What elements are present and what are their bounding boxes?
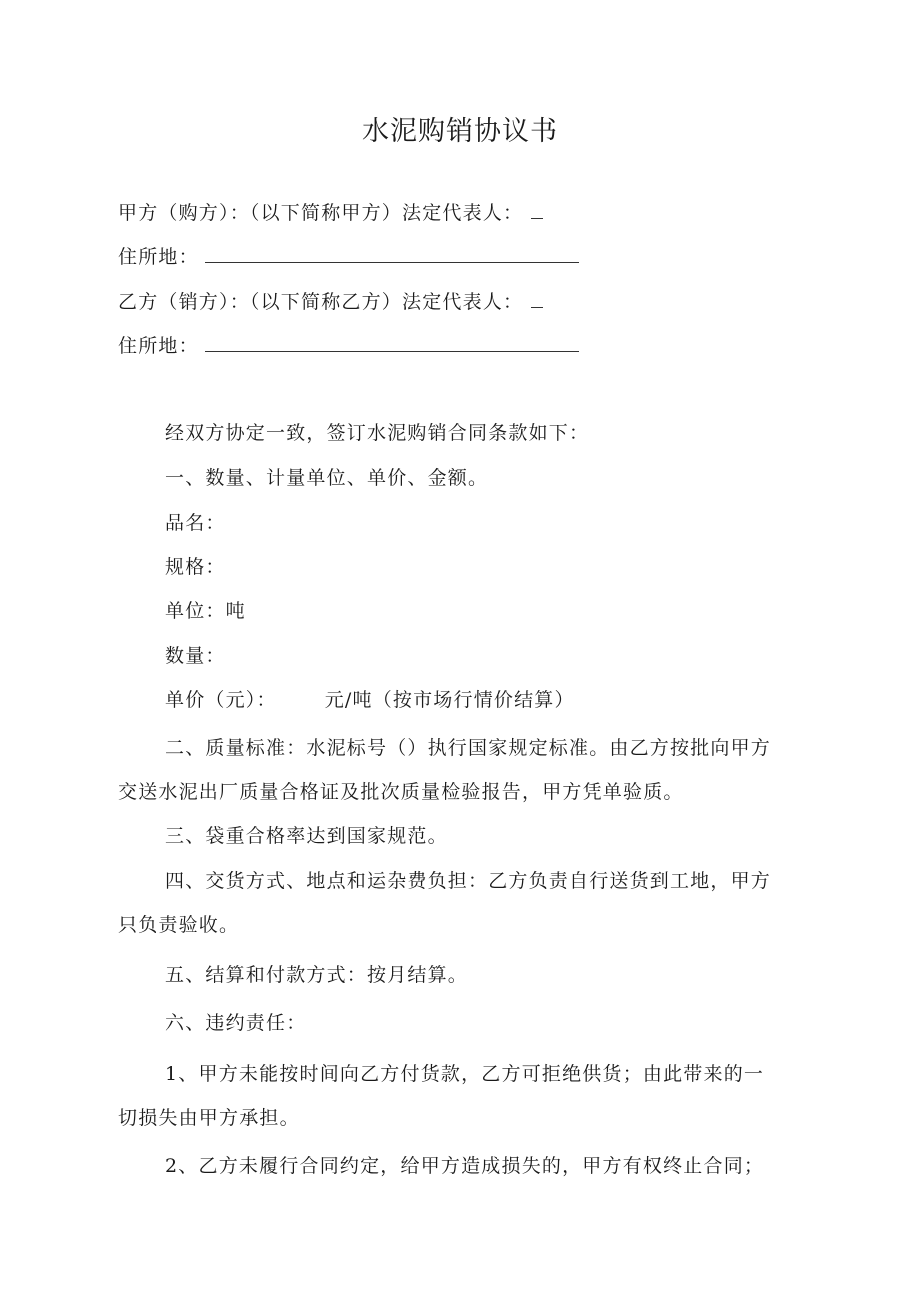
price-field (165, 686, 575, 714)
price-label: 单价（元）： (165, 689, 277, 711)
clause-1-line-2: 切损失由甲方承担。 (118, 1107, 300, 1129)
price-value: 元/吨（按市场行情价结算） (324, 689, 575, 711)
party-a-address-line (118, 242, 579, 271)
clause-1-line-1: 1、甲方未能按时间向乙方付货款，乙方可拒绝供货；由此带来的一 (165, 1063, 765, 1085)
party-a-blank (531, 198, 543, 219)
quantity-field: 数量： (165, 645, 226, 667)
section-5: 五、结算和付款方式：按月结算。 (165, 964, 469, 986)
document-title: 水泥购销协议书 (362, 116, 558, 147)
section-6-heading: 六、违约责任： (165, 1012, 307, 1034)
clause-2-line-1: 2、乙方未履行合同约定，给甲方造成损失的，甲方有权终止合同； (165, 1155, 765, 1177)
party-b-blank (531, 287, 543, 308)
unit-field: 单位：吨 (165, 600, 246, 622)
party-a-address-label: 住所地： (118, 246, 199, 268)
party-b-address-line (118, 331, 579, 360)
party-b-address-blank (205, 331, 579, 352)
section-4-line-1: 四、交货方式、地点和运杂费负担：乙方负责自行送货到工地，甲方 (165, 870, 772, 892)
party-a-address-blank (205, 242, 579, 263)
section-2-line-1: 二、质量标准：水泥标号（）执行国家规定标准。由乙方按批向甲方 (165, 737, 772, 759)
section-3: 三、袋重合格率达到国家规范。 (165, 825, 448, 847)
party-a-text: 甲方（购方）：（以下简称甲方）法定代表人： (118, 202, 524, 224)
spec-field: 规格： (165, 556, 226, 578)
party-b-line (118, 287, 543, 316)
section-4-line-2: 只负责验收。 (118, 914, 240, 936)
party-b-text: 乙方（销方）：（以下简称乙方）法定代表人： (118, 291, 524, 313)
section-2-line-2: 交送水泥出厂质量合格证及批次质量检验报告，甲方凭单验质。 (118, 781, 684, 803)
party-a-line (118, 198, 543, 227)
party-b-address-label: 住所地： (118, 335, 199, 357)
intro-paragraph: 经双方协定一致，签订水泥购销合同条款如下： (165, 422, 590, 444)
section-1-heading: 一、数量、计量单位、单价、金额。 (165, 467, 489, 489)
product-name-field: 品名： (165, 512, 226, 534)
